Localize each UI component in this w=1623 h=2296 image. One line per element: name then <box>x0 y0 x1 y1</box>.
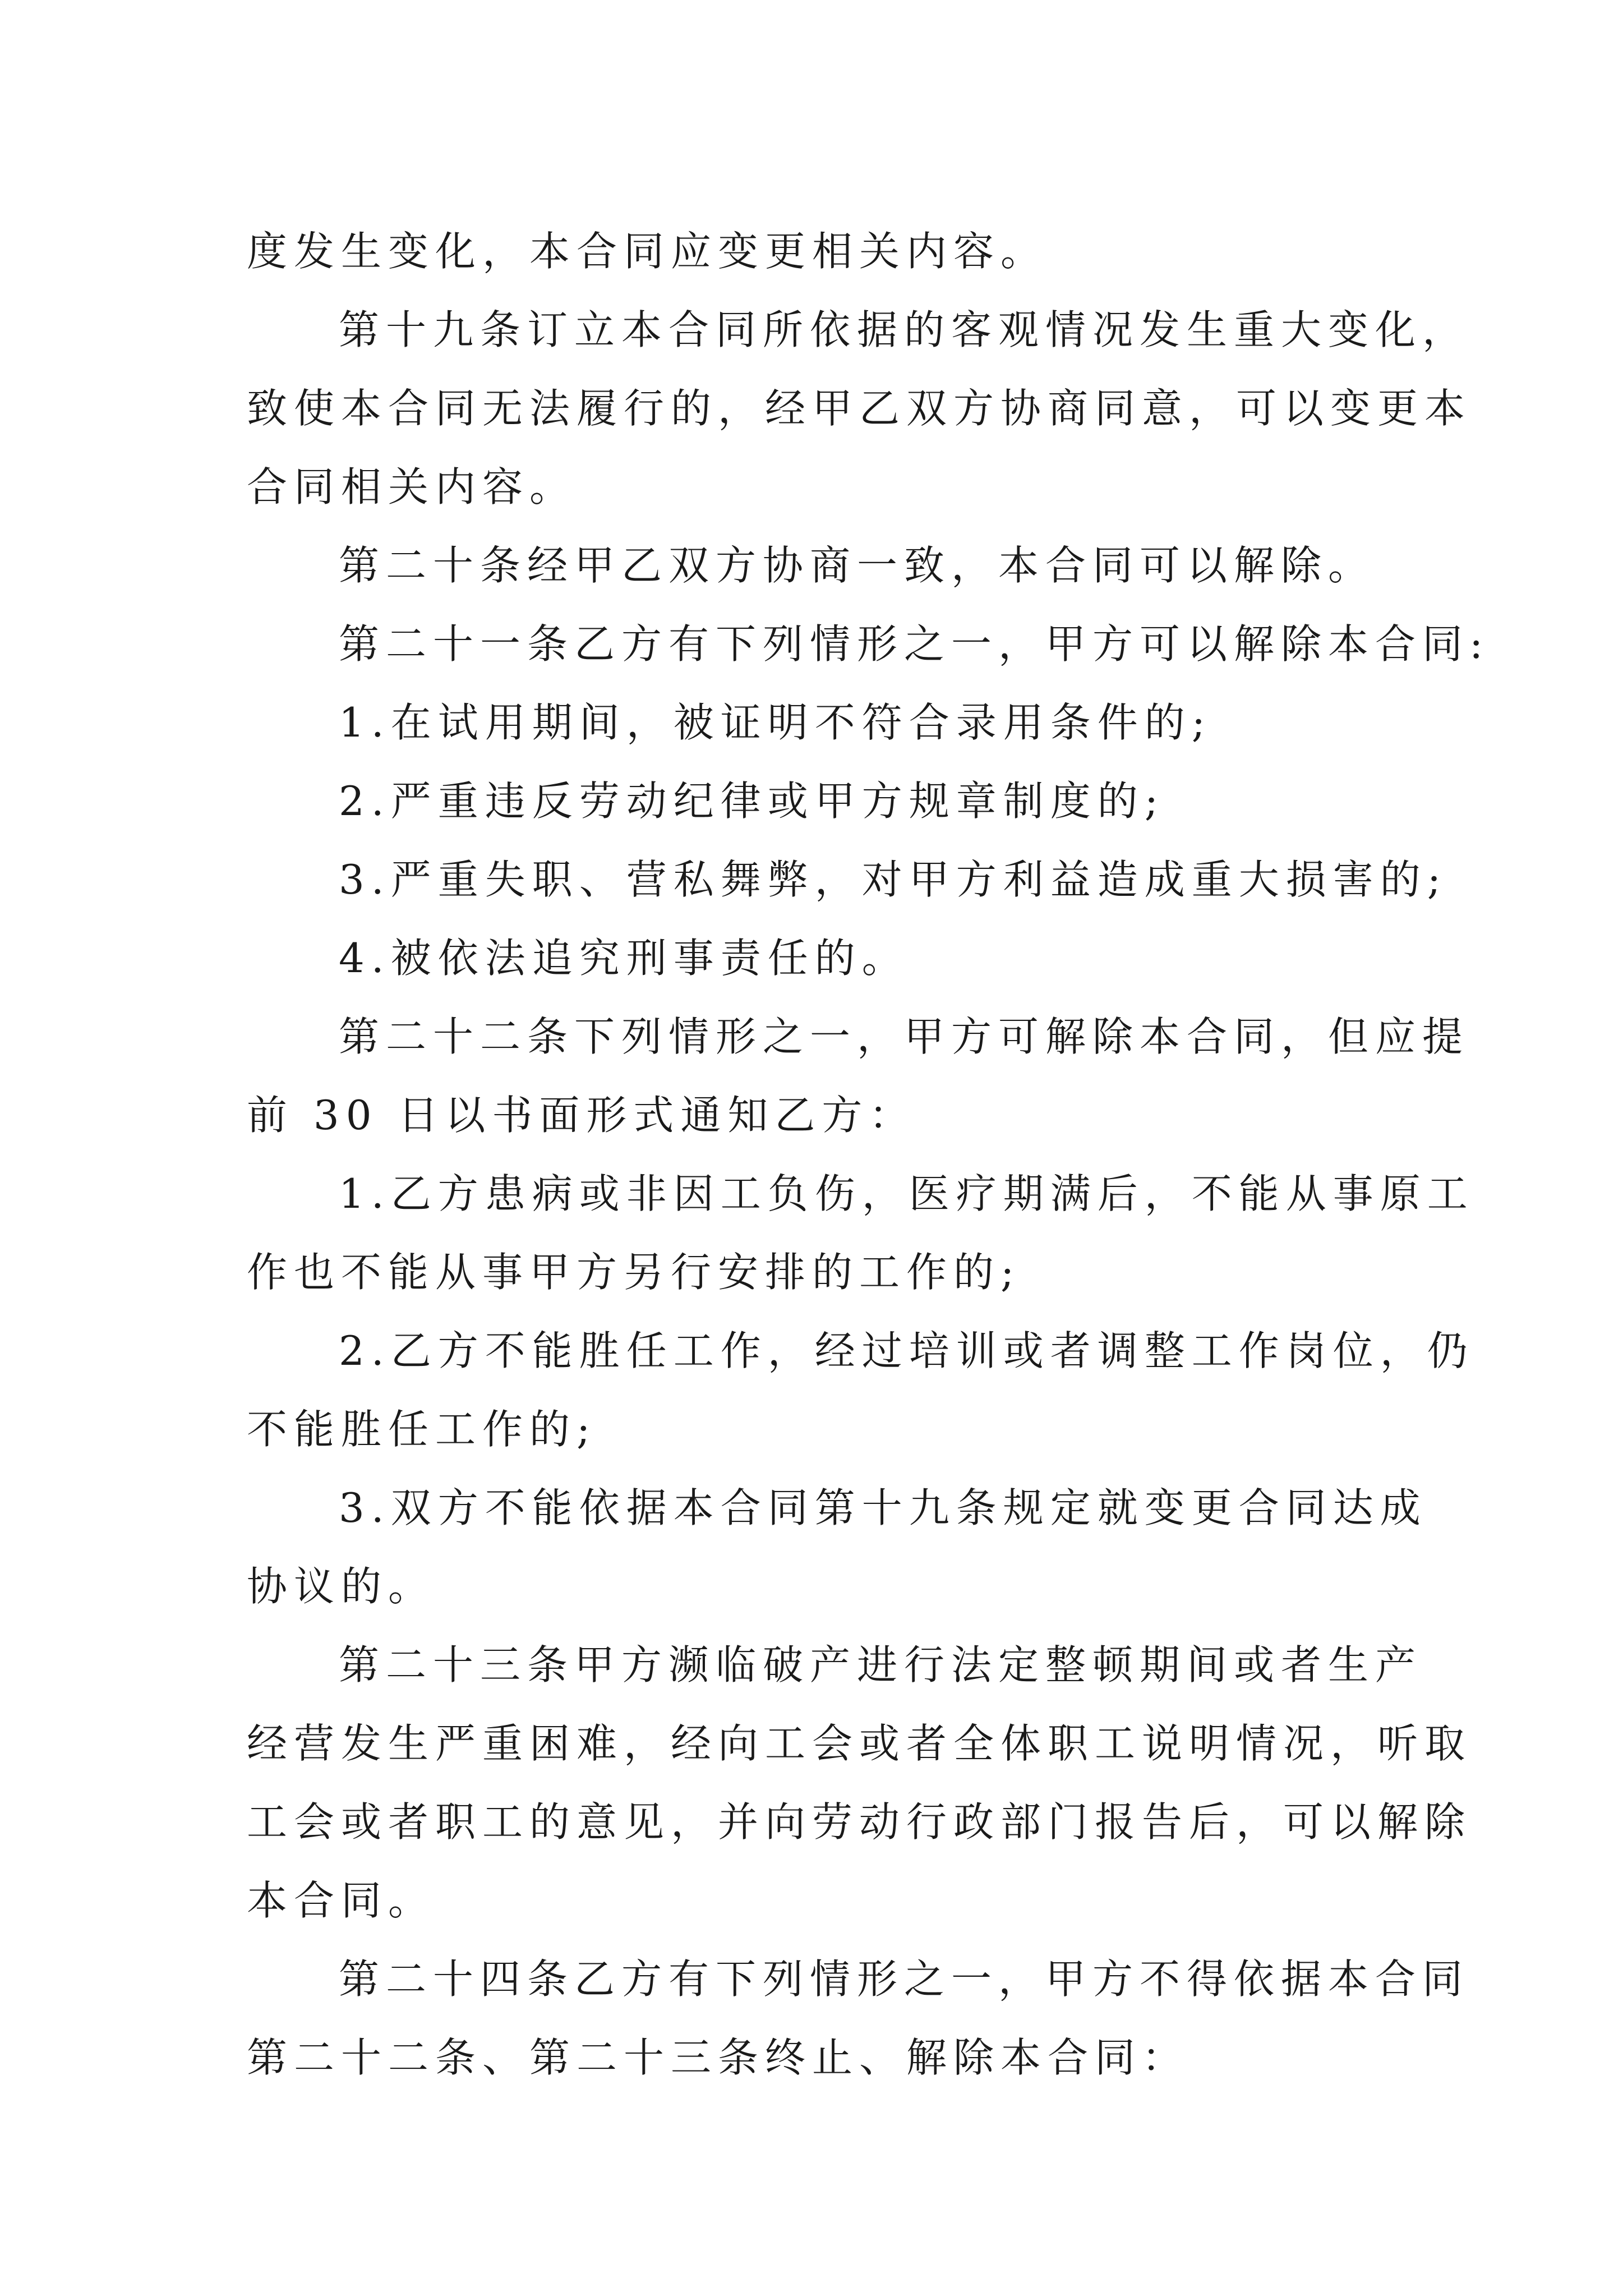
list-item: 2.严重违反劳动纪律或甲方规章制度的; <box>339 777 1165 825</box>
text-line: 第二十二条、第二十三条终止、解除本合同： <box>247 2034 1189 2081</box>
article-21-line: 第二十一条乙方有下列情形之一，甲方可以解除本合同: <box>339 620 1490 668</box>
text-line: 前 30 日以书面形式通知乙方： <box>247 1092 916 1139</box>
text-line: 度发生变化，本合同应变更相关内容。 <box>247 228 1048 275</box>
text-line: 不能胜任工作的; <box>247 1406 597 1453</box>
list-item: 2.乙方不能胜任工作，经过培训或者调整工作岗位，仍 <box>339 1327 1474 1374</box>
article-24-line: 第二十四条乙方有下列情形之一，甲方不得依据本合同 <box>339 1955 1470 2003</box>
list-item: 1.乙方患病或非因工负伤，医疗期满后，不能从事原工 <box>339 1170 1474 1217</box>
article-23-line: 第二十三条甲方濒临破产进行法定整顿期间或者生产 <box>339 1641 1423 1688</box>
list-item: 1.在试用期间，被证明不符合录用条件的; <box>339 699 1212 746</box>
text-line: 合同相关内容。 <box>247 463 577 510</box>
text-line: 经营发生严重困难，经向工会或者全体职工说明情况，听取 <box>247 1720 1472 1767</box>
article-20-line: 第二十条经甲乙双方协商一致，本合同可以解除。 <box>339 542 1376 589</box>
text-line: 致使本合同无法履行的，经甲乙双方协商同意，可以变更本 <box>247 385 1472 432</box>
text-line: 本合同。 <box>247 1877 436 1924</box>
contract-body <box>247 212 1490 2097</box>
article-22-line: 第二十二条下列情形之一，甲方可解除本合同，但应提 <box>339 1013 1470 1060</box>
list-item: 4.被依法追究刑事责任的。 <box>339 935 909 982</box>
article-19-line: 第十九条订立本合同所依据的客观情况发生重大变化， <box>339 306 1470 353</box>
text-line: 工会或者职工的意见，并向劳动行政部门报告后，可以解除 <box>247 1798 1472 1846</box>
list-item: 3.严重失职、营私舞弊，对甲方利益造成重大损害的; <box>339 856 1447 903</box>
text-line: 协议的。 <box>247 1563 436 1610</box>
list-item: 3.双方不能依据本合同第十九条规定就变更合同达成 <box>339 1484 1427 1531</box>
text-line: 作也不能从事甲方另行安排的工作的; <box>247 1249 1021 1296</box>
